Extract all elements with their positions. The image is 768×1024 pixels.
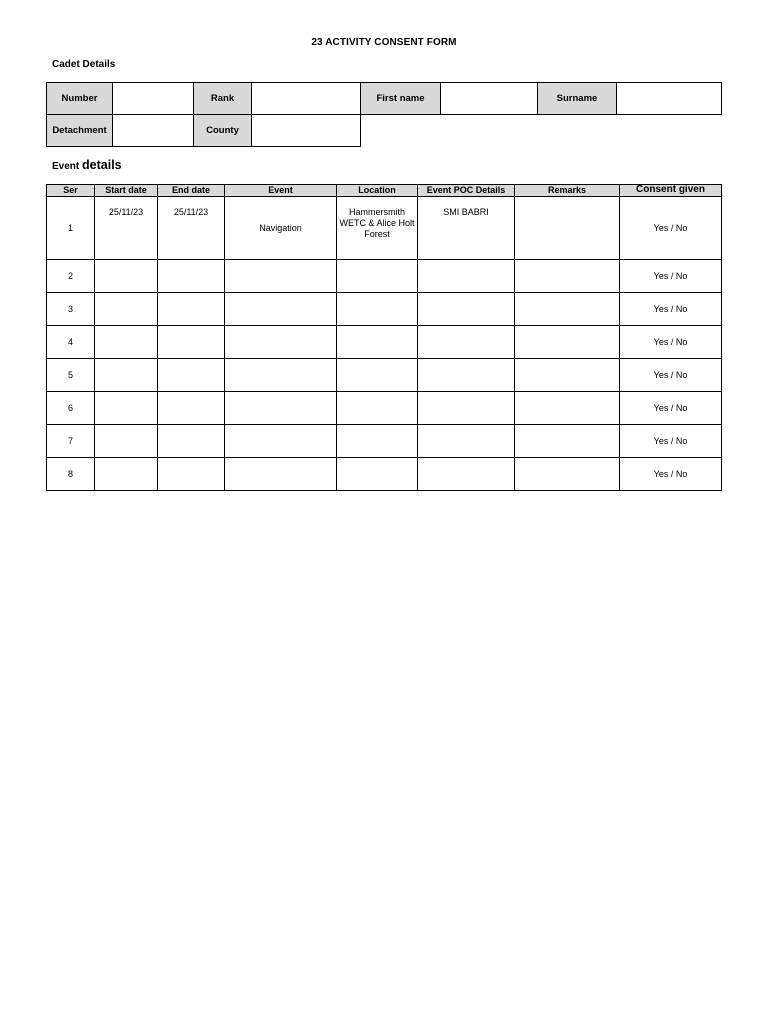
row-ser: 7 — [47, 425, 95, 458]
row-ser: 5 — [47, 359, 95, 392]
row-start-date[interactable] — [95, 425, 158, 458]
row-event[interactable] — [225, 293, 337, 326]
surname-label: Surname — [538, 83, 617, 115]
header-event: Event — [225, 185, 337, 197]
header-end-date: End date — [158, 185, 225, 197]
header-location: Location — [337, 185, 418, 197]
row-poc[interactable] — [418, 260, 515, 293]
event-details-heading-b: details — [82, 158, 122, 172]
table-row — [47, 197, 722, 260]
header-remarks: Remarks — [515, 185, 620, 197]
row-start-date[interactable] — [95, 326, 158, 359]
table-row — [47, 458, 722, 491]
table-row — [47, 293, 722, 326]
row-event[interactable] — [225, 392, 337, 425]
row-start-date[interactable]: 25/11/23 — [95, 197, 158, 260]
event-details-heading-a: Event — [52, 161, 80, 172]
row-consent[interactable]: Yes / No — [620, 425, 722, 458]
county-field[interactable] — [252, 115, 361, 147]
row-ser: 6 — [47, 392, 95, 425]
form-title: 23 ACTIVITY CONSENT FORM — [311, 37, 457, 48]
row-location[interactable] — [337, 392, 418, 425]
row-consent[interactable]: Yes / No — [620, 458, 722, 491]
row-remarks[interactable] — [515, 458, 620, 491]
row-event[interactable]: Navigation — [225, 197, 337, 260]
row-ser: 8 — [47, 458, 95, 491]
county-label: County — [194, 115, 252, 147]
row-consent[interactable]: Yes / No — [620, 260, 722, 293]
table-row — [47, 392, 722, 425]
first-name-label: First name — [361, 83, 441, 115]
row-ser: 1 — [47, 197, 95, 260]
row-location[interactable] — [337, 326, 418, 359]
cadet-details-heading: Cadet Details — [52, 59, 116, 70]
row-end-date[interactable] — [158, 392, 225, 425]
row-ser: 3 — [47, 293, 95, 326]
row-ser: 4 — [47, 326, 95, 359]
empty-space — [361, 115, 722, 147]
row-ser: 2 — [47, 260, 95, 293]
row-consent[interactable]: Yes / No — [620, 197, 722, 260]
row-location[interactable] — [337, 458, 418, 491]
row-remarks[interactable] — [515, 326, 620, 359]
row-remarks[interactable] — [515, 293, 620, 326]
number-label: Number — [47, 83, 113, 115]
row-end-date[interactable] — [158, 458, 225, 491]
row-end-date[interactable] — [158, 293, 225, 326]
first-name-field[interactable] — [441, 83, 538, 115]
detachment-label: Detachment — [47, 115, 113, 147]
number-field[interactable] — [113, 83, 194, 115]
event-details-heading — [52, 158, 122, 172]
cadet-details-table — [46, 82, 722, 147]
rank-field[interactable] — [252, 83, 361, 115]
row-poc[interactable]: SMI BABRI — [418, 197, 515, 260]
row-poc[interactable] — [418, 293, 515, 326]
row-event[interactable] — [225, 458, 337, 491]
surname-field[interactable] — [617, 83, 722, 115]
row-consent[interactable]: Yes / No — [620, 293, 722, 326]
row-location[interactable]: Hammersmith WETC & Alice Holt Forest — [337, 197, 418, 260]
row-poc[interactable] — [418, 326, 515, 359]
row-end-date[interactable] — [158, 359, 225, 392]
row-start-date[interactable] — [95, 359, 158, 392]
row-location[interactable] — [337, 425, 418, 458]
table-row — [47, 326, 722, 359]
row-end-date[interactable]: 25/11/23 — [158, 197, 225, 260]
row-remarks[interactable] — [515, 260, 620, 293]
row-start-date[interactable] — [95, 458, 158, 491]
row-event[interactable] — [225, 326, 337, 359]
event-details-table — [46, 184, 722, 491]
detachment-field[interactable] — [113, 115, 194, 147]
row-location[interactable] — [337, 260, 418, 293]
row-poc[interactable] — [418, 458, 515, 491]
row-remarks[interactable] — [515, 197, 620, 260]
row-event[interactable] — [225, 359, 337, 392]
table-row — [47, 425, 722, 458]
row-end-date[interactable] — [158, 260, 225, 293]
header-ser: Ser — [47, 185, 95, 197]
row-poc[interactable] — [418, 425, 515, 458]
rank-label: Rank — [194, 83, 252, 115]
row-consent[interactable]: Yes / No — [620, 326, 722, 359]
row-end-date[interactable] — [158, 425, 225, 458]
row-location[interactable] — [337, 359, 418, 392]
row-consent[interactable]: Yes / No — [620, 359, 722, 392]
row-start-date[interactable] — [95, 293, 158, 326]
row-consent[interactable]: Yes / No — [620, 392, 722, 425]
row-end-date[interactable] — [158, 326, 225, 359]
row-remarks[interactable] — [515, 392, 620, 425]
table-row — [47, 260, 722, 293]
row-location[interactable] — [337, 293, 418, 326]
row-poc[interactable] — [418, 359, 515, 392]
row-remarks[interactable] — [515, 425, 620, 458]
row-event[interactable] — [225, 425, 337, 458]
row-event[interactable] — [225, 260, 337, 293]
row-start-date[interactable] — [95, 260, 158, 293]
row-remarks[interactable] — [515, 359, 620, 392]
header-consent-given: Consent given — [620, 185, 722, 197]
table-row — [47, 359, 722, 392]
header-event-poc: Event POC Details — [418, 185, 515, 197]
row-poc[interactable] — [418, 392, 515, 425]
header-start-date: Start date — [95, 185, 158, 197]
row-start-date[interactable] — [95, 392, 158, 425]
